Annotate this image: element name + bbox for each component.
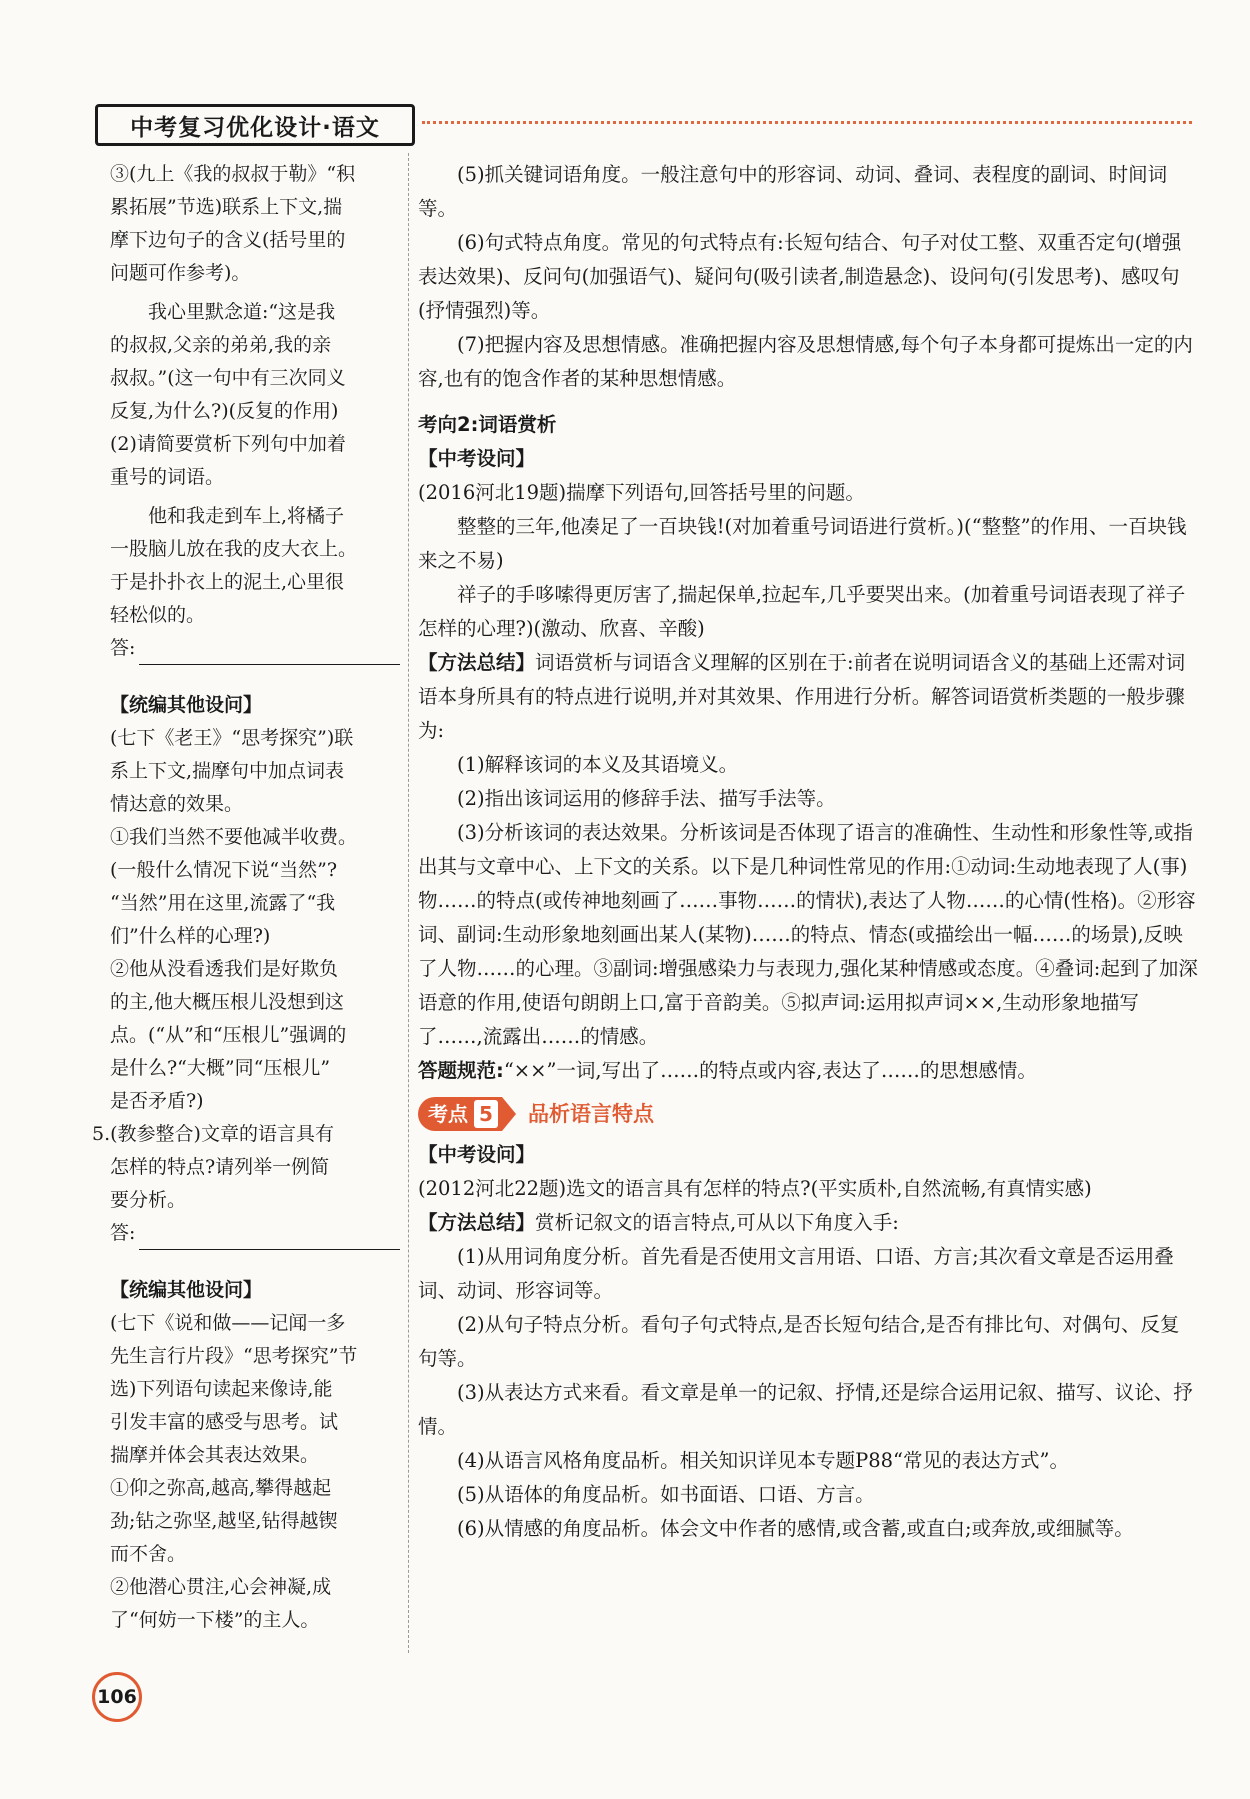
text-line: 累拓展”节选)联系上下文,揣 — [110, 196, 343, 218]
answer-field[interactable] — [110, 1217, 400, 1250]
question-3-prompt — [110, 158, 400, 290]
method-5: (5)从语体的角度品析。如书面语、口语、方言。 — [457, 1483, 875, 1506]
method-summary-label: 【方法总结】 — [418, 1211, 536, 1234]
text-line: ②他从没看透我们是好欺负 — [110, 958, 339, 980]
box-label: 【统编其他设问】 — [110, 1279, 263, 1301]
text-line: 问题可作参考)。 — [110, 262, 251, 284]
text-line: 揣摩并体会其表达效果。 — [110, 1444, 320, 1466]
text-line: 系上下文,揣摩句中加点词表 — [110, 760, 345, 782]
answer-label: 答: — [110, 1222, 136, 1244]
answer-rule — [139, 1225, 400, 1250]
step-1: (1)解释该词的本义及其语境义。 — [457, 753, 739, 776]
text-line: 一股脑儿放在我的皮大衣上。 — [110, 538, 358, 560]
text-line: 引发丰富的感受与思考。试 — [110, 1411, 339, 1433]
exam-question-label: 【中考设问】 — [418, 1143, 536, 1166]
text-line: “当然”用在这里,流露了“我 — [110, 892, 336, 914]
question-3-quote — [110, 296, 400, 428]
text-line: 点。(“从”和“压根儿”强调的 — [110, 1024, 347, 1046]
exam-direction-2-title: 考向2:词语赏析 — [418, 413, 557, 436]
method-summary-text: 赏析记叙文的语言特点,可从以下角度入手: — [535, 1211, 899, 1234]
text-line: ③(九上《我的叔叔于勒》“积 — [110, 163, 356, 185]
text-line: (七下《说和做——记闻一多 — [110, 1312, 346, 1334]
method-summary-text: 词语赏析与词语含义理解的区别在于:前者在说明词语含义的基础上还需对词语本身所具有的特点进行说明,并对其效果、作用进行分析。解答词语赏析类题的一般步骤为: — [418, 651, 1186, 742]
text-line: 的叔叔,父亲的弟弟,我的亲 — [110, 334, 332, 356]
method-3: (3)从表达方式来看。看文章是单一的记叙、抒情,还是综合运用记叙、描写、议论、抒情。 — [418, 1381, 1193, 1438]
other-question-box-2 — [110, 1274, 400, 1637]
text-line: 的主,他大概压根儿没想到这 — [110, 991, 345, 1013]
exam-point-label: 考点 — [428, 1102, 468, 1126]
method-1: (1)从用词角度分析。首先看是否使用文言用语、口语、方言;其次看文章是否运用叠词、动词、形容词等。 — [418, 1245, 1174, 1302]
exam-point-5-heading — [418, 1094, 1198, 1134]
page-header-title: 中考复习优化设计·语文 — [95, 104, 415, 146]
text-line: (一般什么情况下说“当然”? — [110, 859, 338, 881]
method-summary-label: 【方法总结】 — [418, 651, 536, 674]
method-item-6: (6)句式特点角度。常见的句式特点有:长短句结合、句子对仗工整、双重否定句(增强表达效果)、反问句(加强语气)、疑问句(吸引读者,制造悬念)、设问句(引发思考)、感叹句(抒情强烈)等。 — [418, 231, 1182, 322]
exam-question-text: (2012河北22题)选文的语言具有怎样的特点?(平实质朴,自然流畅,有真情实感) — [418, 1177, 1092, 1200]
header-dotted-rule — [422, 121, 1192, 124]
column-divider — [408, 153, 409, 1653]
method-2: (2)从句子特点分析。看句子句式特点,是否长短句结合,是否有排比句、对偶句、反复句等。 — [418, 1313, 1180, 1370]
step-3: (3)分析该词的表达效果。分析该词是否体现了语言的准确性、生动性和形象性等,或指出其与文章中心、上下文的关系。以下是几种词性常见的作用:①动词:生动地表现了人(事)物……的特点(或传神地刻画了……事物……的情状),表达了人物……的心情(性格)。②形容词、副词:生动形象地刻画出某人(某物)……的特点、情态(或描绘出一幅……的场景),反映了人物……的心理。③副词:增强感染力与表现力,强化某种情感或态度。④叠词:起到了加深语意的作用,使语句朗朗上口,富于音韵美。⑤拟声词:运用拟声词××,生动形象地描写了……,流露出……的情感。 — [418, 821, 1198, 1048]
answer-format — [418, 1054, 1198, 1088]
text-line: 5.(教参整合)文章的语言具有 — [92, 1123, 334, 1145]
text-line: 反复,为什么?)(反复的作用) — [110, 400, 339, 422]
text-line: 摩下边句子的含义(括号里的 — [110, 229, 346, 251]
text-line: 我心里默念道:“这是我 — [148, 301, 336, 323]
answer-format-label: 答题规范: — [418, 1059, 504, 1082]
answer-field[interactable] — [110, 632, 400, 665]
text-line: 是否矛盾?) — [110, 1090, 204, 1112]
exam-question-label: 【中考设问】 — [418, 447, 536, 470]
question-5 — [92, 1118, 400, 1217]
answer-format-text: “××”一词,写出了……的特点或内容,表达了……的思想感情。 — [503, 1059, 1037, 1082]
right-column — [418, 158, 1198, 1546]
method-item-5: (5)抓关键词语角度。一般注意句中的形容词、动词、叠词、表程度的副词、时间词等。 — [418, 163, 1168, 220]
left-column — [92, 158, 400, 1637]
method-summary — [418, 646, 1198, 748]
text-line: 们”什么样的心理?) — [110, 925, 271, 947]
exam-example-2: 祥子的手哆嗦得更厉害了,揣起保单,拉起车,几乎要哭出来。(加着重号词语表现了祥子怎样的心理?)(激动、欣喜、辛酸) — [418, 583, 1186, 640]
text-line: 是什么?“大概”同“压根儿” — [110, 1057, 331, 1079]
text-line: 而不舍。 — [110, 1543, 187, 1565]
text-line: 劲;钻之弥坚,越坚,钻得越锲 — [110, 1510, 338, 1532]
text-line: 要分析。 — [110, 1189, 187, 1211]
text-line: 先生言行片段》“思考探究”节 — [110, 1345, 358, 1367]
text-line: 于是扑扑衣上的泥土,心里很 — [110, 571, 345, 593]
answer-label: 答: — [110, 637, 136, 659]
method-summary — [418, 1206, 1198, 1240]
badge-arrow-icon — [502, 1097, 516, 1131]
text-line: ①仰之弥高,越高,攀得越起 — [110, 1477, 332, 1499]
text-line: 了“何妨一下楼”的主人。 — [110, 1609, 320, 1631]
text-line: (七下《老王》“思考探究”)联 — [110, 727, 354, 749]
question-3-2-prompt — [110, 428, 400, 494]
exam-question-text: (2016河北19题)揣摩下列语句,回答括号里的问题。 — [418, 481, 865, 504]
method-6: (6)从情感的角度品析。体会文中作者的感情,或含蓄,或直白;或奔放,或细腻等。 — [457, 1517, 1134, 1540]
answer-rule — [139, 640, 400, 665]
page-number: 106 — [92, 1672, 142, 1722]
box-label: 【统编其他设问】 — [110, 694, 263, 716]
text-line: ②他潜心贯注,心会神凝,成 — [110, 1576, 332, 1598]
text-line: (2)请简要赏析下列句中加着 — [110, 433, 346, 455]
method-item-7: (7)把握内容及思想情感。准确把握内容及思想情感,每个句子本身都可提炼出一定的内容,也有的饱含作者的某种思想情感。 — [418, 333, 1193, 390]
step-2: (2)指出该词运用的修辞手法、描写手法等。 — [457, 787, 836, 810]
text-line: 选)下列语句读起来像诗,能 — [110, 1378, 333, 1400]
question-3-2-quote — [110, 500, 400, 632]
text-line: 情达意的效果。 — [110, 793, 244, 815]
exam-example-1: 整整的三年,他凑足了一百块钱!(对加着重号词语进行赏析。)(“整整”的作用、一百块钱来之不易) — [418, 515, 1187, 572]
method-4: (4)从语言风格角度品析。相关知识详见本专题P88“常见的表达方式”。 — [457, 1449, 1069, 1472]
other-question-box-1 — [110, 689, 400, 1118]
exam-point-number: 5 — [474, 1100, 498, 1128]
text-line: 他和我走到车上,将橘子 — [148, 505, 345, 527]
text-line: 叔叔。”(这一句中有三次同义 — [110, 367, 346, 389]
exam-point-badge — [418, 1097, 502, 1131]
text-line: 轻松似的。 — [110, 604, 206, 626]
exam-point-title: 品析语言特点 — [528, 1102, 654, 1126]
text-line: 怎样的特点?请列举一例简 — [110, 1156, 330, 1178]
text-line: 重号的词语。 — [110, 466, 225, 488]
text-line: ①我们当然不要他减半收费。 — [110, 826, 358, 848]
